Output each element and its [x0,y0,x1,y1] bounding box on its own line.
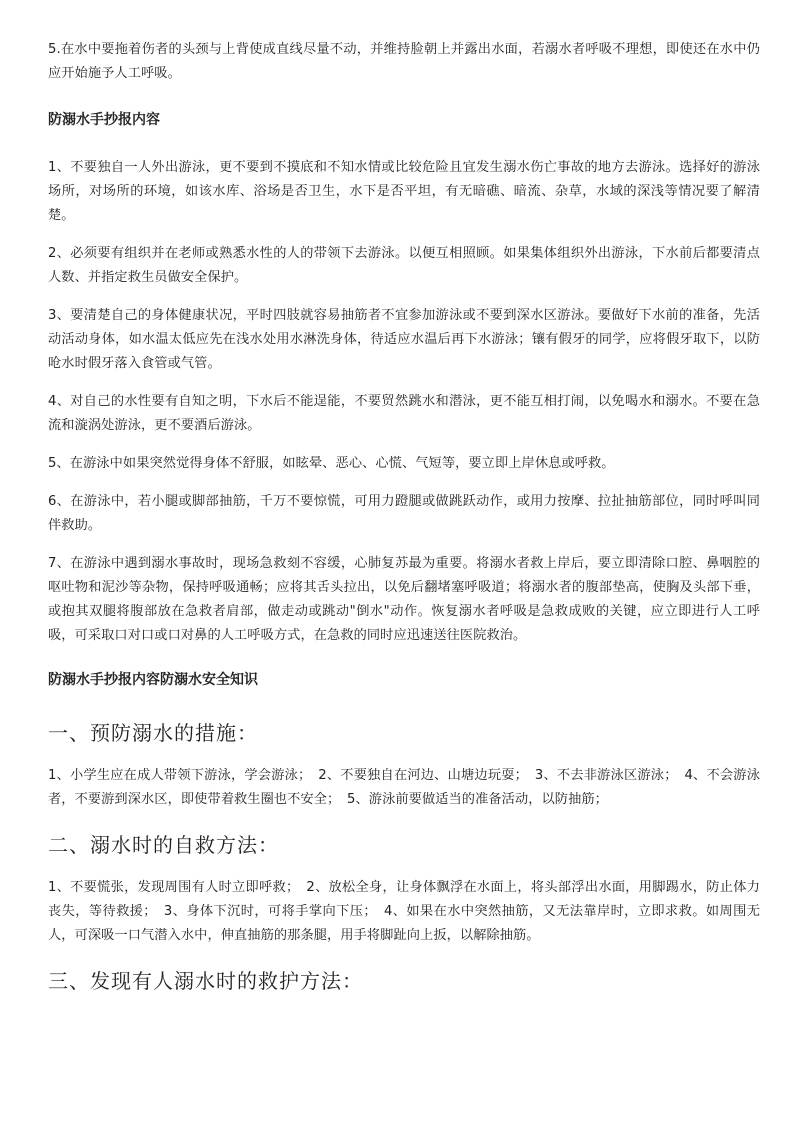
list-item: 5、在游泳中如果突然觉得身体不舒服，如眩晕、恶心、心慌、气短等，要立即上岸休息或呼救。 [48,456,615,471]
prevention-text: 1、小学生应在成人带领下游泳，学会游泳； 2、不要独自在河边、山塘边玩耍； 3、不去非游泳区游泳； 4、不会游泳者，不要游到深水区，即使带着救生圈也不安全； 5、游泳前要做适当的准备活动，以防抽筋； [48,768,760,807]
heading-prevention: 一、预防溺水的措施： [48,721,258,745]
heading-self-rescue: 二、溺水时的自救方法： [48,833,279,857]
section-title-safety-knowledge: 防溺水手抄报内容防溺水安全知识 [48,672,258,688]
list-item: 1、不要独自一人外出游泳，更不要到不摸底和不知水情或比较危险且宜发生溺水伤亡事故的地方去游泳。选择好的游泳场所，对场所的环境，如该水库、浴场是否卫生，水下是否平坦，有无暗礁、暗流、杂草，水域的深浅等情况要了解清楚。 [48,160,760,223]
list-item: 2、必须要有组织并在老师或熟悉水性的人的带领下去游泳。以便互相照顾。如果集体组织外出游泳，下水前后都要清点人数、并指定救生员做安全保护。 [48,246,760,285]
document-page [48,36,760,996]
heading-rescue-others: 三、发现有人溺水时的救护方法： [48,969,363,993]
section-title-handwritten-content: 防溺水手抄报内容 [48,112,160,128]
self-rescue-text: 1、不要慌张，发现周围有人时立即呼救； 2、放松全身，让身体飘浮在水面上，将头部浮出水面，用脚踢水，防止体力丧失，等待救援； 3、身体下沉时，可将手掌向下压； 4、如果在水中突然抽筋，又无法靠岸时，立即求救。如周围无人，可深吸一口气潜入水中，伸直抽筋的那条腿，用手将脚趾向上扳，以解除抽筋。 [48,880,760,943]
list-item: 4、对自己的水性要有自知之明，下水后不能逞能，不要贸然跳水和潜泳，更不能互相打闹，以免喝水和溺水。不要在急流和漩涡处游泳，更不要酒后游泳。 [48,394,760,433]
intro-paragraph: 5.在水中要拖着伤者的头颈与上背使成直线尽量不动，并维持脸朝上并露出水面，若溺水者呼吸不理想，即使还在水中仍应开始施予人工呼吸。 [48,42,760,81]
list-item: 3、要清楚自己的身体健康状况，平时四肢就容易抽筋者不宜参加游泳或不要到深水区游泳。要做好下水前的准备，先活动活动身体，如水温太低应先在浅水处用水淋洗身体，待适应水温后再下水游泳；镶有假牙的同学，应将假牙取下，以防呛水时假牙落入食管或气管。 [48,308,760,371]
list-item: 7、在游泳中遇到溺水事故时，现场急救刻不容缓，心肺复苏最为重要。将溺水者救上岸后，要立即清除口腔、鼻咽腔的呕吐物和泥沙等杂物，保持呼吸通畅；应将其舌头拉出，以免后翻堵塞呼吸道；将溺水者的腹部垫高，使胸及头部下垂，或抱其双腿将腹部放在急救者肩部，做走动或跳动"倒水"动作。恢复溺水者呼吸是急救成败的关键，应立即进行人工呼吸，可采取口对口或口对鼻的人工呼吸方式，在急救的同时应迅速送往医院救治。 [48,556,760,643]
list-item: 6、在游泳中，若小腿或脚部抽筋，千万不要惊慌，可用力蹬腿或做跳跃动作，或用力按摩、拉扯抽筋部位，同时呼叫同伴救助。 [48,494,760,533]
